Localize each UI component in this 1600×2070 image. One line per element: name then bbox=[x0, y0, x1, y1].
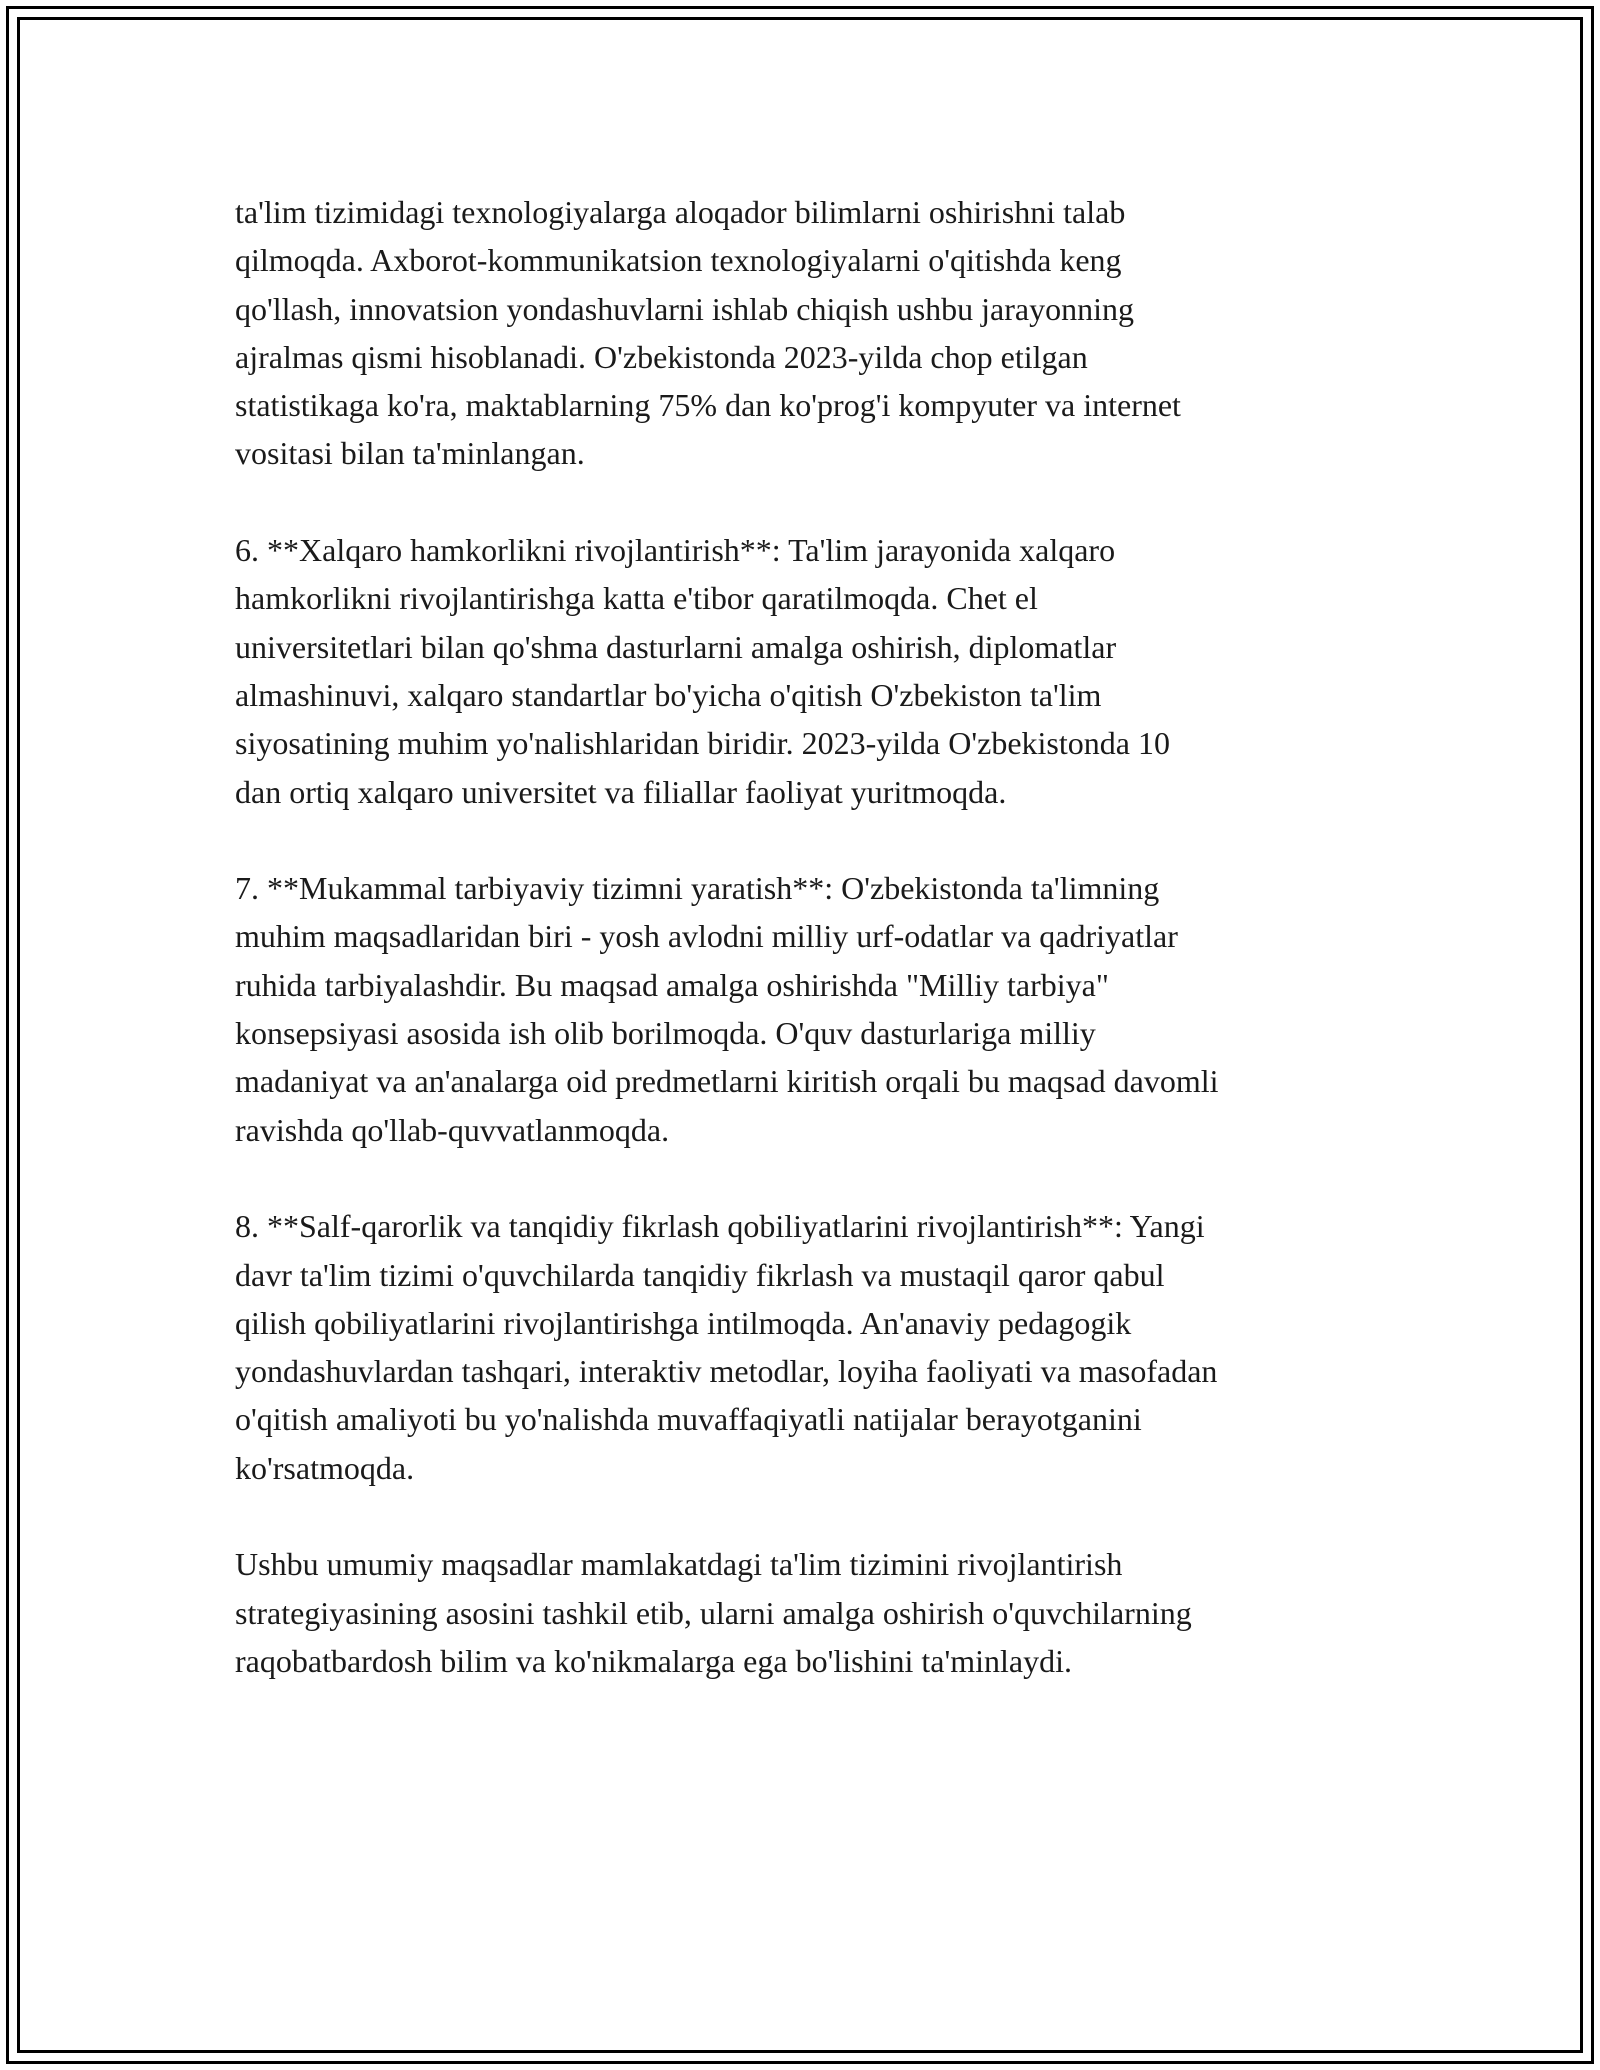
text-line: konsepsiyasi asosida ish olib borilmoqda. O'quv dasturlariga milliy bbox=[235, 1015, 1096, 1052]
text-line: statistikaga ko'ra, maktablarning 75% dan ko'prog'i kompyuter va internet bbox=[235, 387, 1181, 424]
text-line: madaniyat va an'analarga oid predmetlarni kiritish orqali bu maqsad davomli bbox=[235, 1063, 1219, 1100]
text-line: vositasi bilan ta'minlangan. bbox=[235, 435, 585, 472]
text-line: ajralmas qismi hisoblanadi. O'zbekistonda 2023-yilda chop etilgan bbox=[235, 338, 1088, 375]
paragraph-item-8 bbox=[235, 1202, 1375, 1492]
text-line: 6. **Xalqaro hamkorlikni rivojlantirish**: Ta'lim jarayonida xalqaro bbox=[235, 532, 1116, 569]
document-body bbox=[235, 188, 1375, 1685]
text-line: almashinuvi, xalqaro standartlar bo'yicha o'qitish O'zbekiston ta'lim bbox=[235, 676, 1102, 713]
paragraph-item-7 bbox=[235, 864, 1375, 1154]
paragraph-ict bbox=[235, 188, 1375, 478]
text-line: qo'llash, innovatsion yondashuvlarni ishlab chiqish ushbu jarayonning bbox=[235, 290, 1134, 327]
text-line: raqobatbardosh bilim va ko'nikmalarga ega bo'lishini ta'minlaydi. bbox=[235, 1642, 1072, 1679]
text-line: ruhida tarbiyalashdir. Bu maqsad amalga oshirishda "Milliy tarbiya" bbox=[235, 966, 1109, 1003]
text-line: 7. **Mukammal tarbiyaviy tizimni yaratish**: O'zbekistonda ta'limning bbox=[235, 870, 1160, 907]
text-line: dan ortiq xalqaro universitet va filiallar faoliyat yuritmoqda. bbox=[235, 773, 1007, 810]
text-line: qilish qobiliyatlarini rivojlantirishga intilmoqda. An'anaviy pedagogik bbox=[235, 1304, 1132, 1341]
text-line: Ushbu umumiy maqsadlar mamlakatdagi ta'lim tizimini rivojlantirish bbox=[235, 1546, 1123, 1583]
paragraph-conclusion bbox=[235, 1540, 1375, 1685]
text-line: o'qitish amaliyoti bu yo'nalishda muvaffaqiyatli natijalar berayotganini bbox=[235, 1401, 1142, 1438]
text-line: ravishda qo'llab-quvvatlanmoqda. bbox=[235, 1111, 670, 1148]
text-line: yondashuvlardan tashqari, interaktiv metodlar, loyiha faoliyati va masofadan bbox=[235, 1353, 1218, 1390]
text-line: siyosatining muhim yo'nalishlaridan biridir. 2023-yilda O'zbekistonda 10 bbox=[235, 725, 1170, 762]
text-line: strategiyasining asosini tashkil etib, ularni amalga oshirish o'quvchilarning bbox=[235, 1594, 1192, 1631]
text-line: qilmoqda. Axborot-kommunikatsion texnologiyalarni o'qitishda keng bbox=[235, 242, 1122, 279]
text-line: davr ta'lim tizimi o'quvchilarda tanqidiy fikrlash va mustaqil qaror qabul bbox=[235, 1256, 1165, 1293]
paragraph-item-6 bbox=[235, 526, 1375, 816]
text-line: 8. **Salf-qarorlik va tanqidiy fikrlash qobiliyatlarini rivojlantirish**: Yangi bbox=[235, 1208, 1205, 1245]
text-line: universitetlari bilan qo'shma dasturlarni amalga oshirish, diplomatlar bbox=[235, 628, 1117, 665]
text-line: muhim maqsadlaridan biri - yosh avlodni milliy urf-odatlar va qadriyatlar bbox=[235, 918, 1178, 955]
text-line: ko'rsatmoqda. bbox=[235, 1449, 415, 1486]
text-line: hamkorlikni rivojlantirishga katta e'tibor qaratilmoqda. Chet el bbox=[235, 580, 1038, 617]
text-line: ta'lim tizimidagi texnologiyalarga aloqador bilimlarni oshirishni talab bbox=[235, 194, 1126, 230]
